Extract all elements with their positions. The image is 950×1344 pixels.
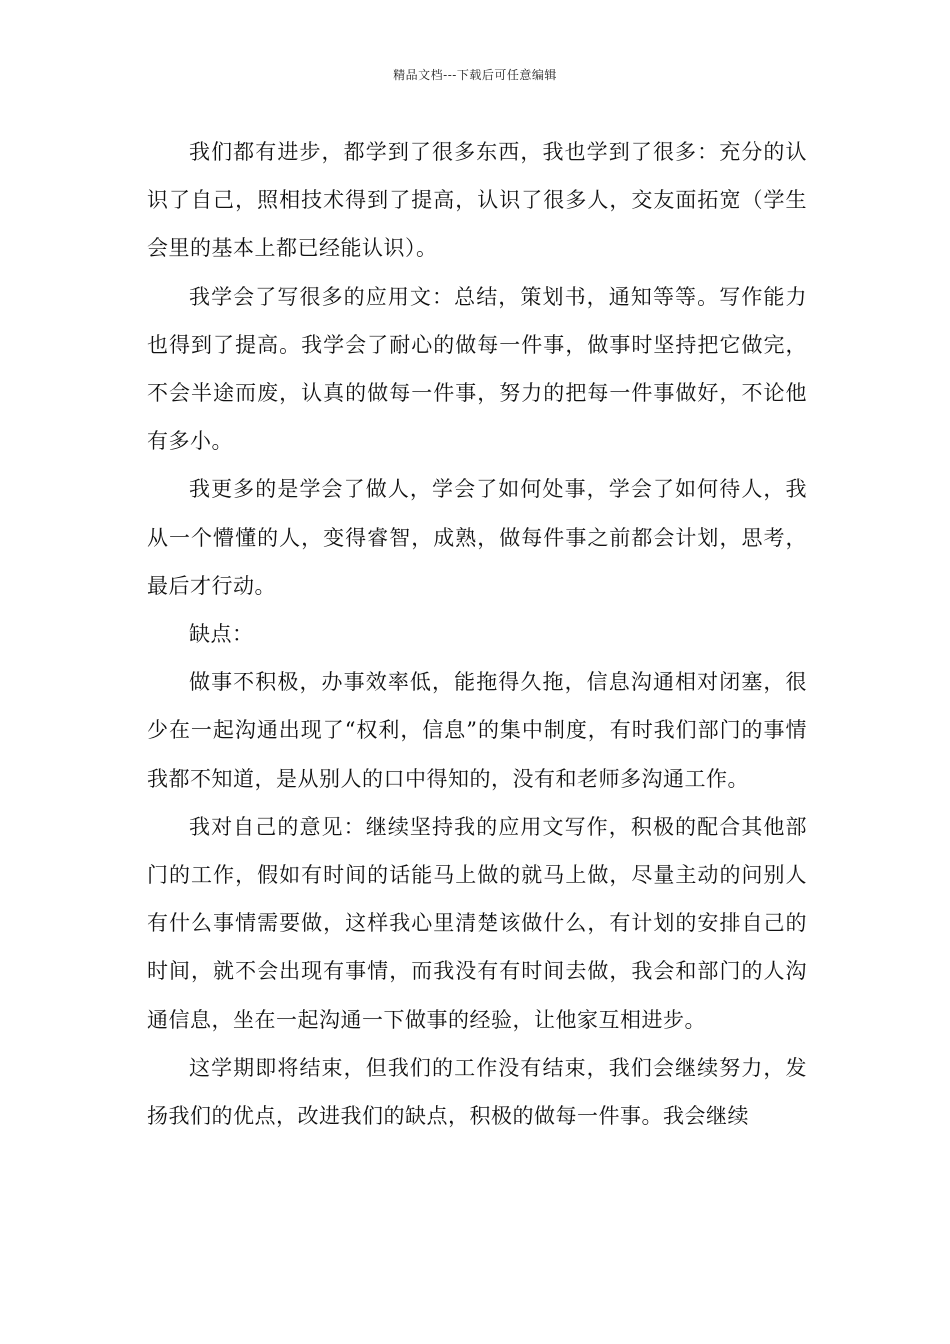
- paragraph-self-opinion: 我对自己的意见：继续坚持我的应用文写作，积极的配合其他部门的工作，假如有时间的话能马上做的就马上做，尽量主动的问别人有什么事情需要做，这样我心里清楚该做什么，有计划的安排自己的时间，就不会出现有事情，而我没有有时间去做，我会和部门的人沟通信息，坐在一起沟通一下做事的经验，让他家互相进步。: [147, 814, 807, 1032]
- paragraph-progress: 我们都有进步，都学到了很多东西，我也学到了很多：充分的认识了自己，照相技术得到了提高，认识了很多人，交友面拓宽（学生会里的基本上都已经能认识）。: [147, 140, 807, 261]
- paragraph-shortcomings: 做事不积极，办事效率低，能拖得久拖，信息沟通相对闭塞，很少在一起沟通出现了“权利，信息”的集中制度，有时我们部门的事情我都不知道，是从别人的口中得知的，没有和老师多沟通工作。: [147, 670, 807, 791]
- document-body: [147, 128, 807, 1140]
- paragraph-writing-skills: 我学会了写很多的应用文：总结，策划书，通知等等。写作能力也得到了提高。我学会了耐心的做每一件事，做事时坚持把它做完，不会半途而废，认真的做每一件事，努力的把每一件事做好，不论他有多小。: [147, 284, 807, 454]
- paragraph-personal-growth: 我更多的是学会了做人，学会了如何处事，学会了如何待人，我从一个懵懂的人，变得睿智，成熟，做每件事之前都会计划，思考，最后才行动。: [147, 477, 807, 598]
- paragraph-shortcomings-heading: 缺点：: [189, 622, 254, 647]
- paragraph-semester-end: 这学期即将结束，但我们的工作没有结束，我们会继续努力，发扬我们的优点，改进我们的缺点，积极的做每一件事。我会继续: [147, 1055, 807, 1129]
- page-header: 精品文档---下载后可任意编辑: [393, 68, 557, 82]
